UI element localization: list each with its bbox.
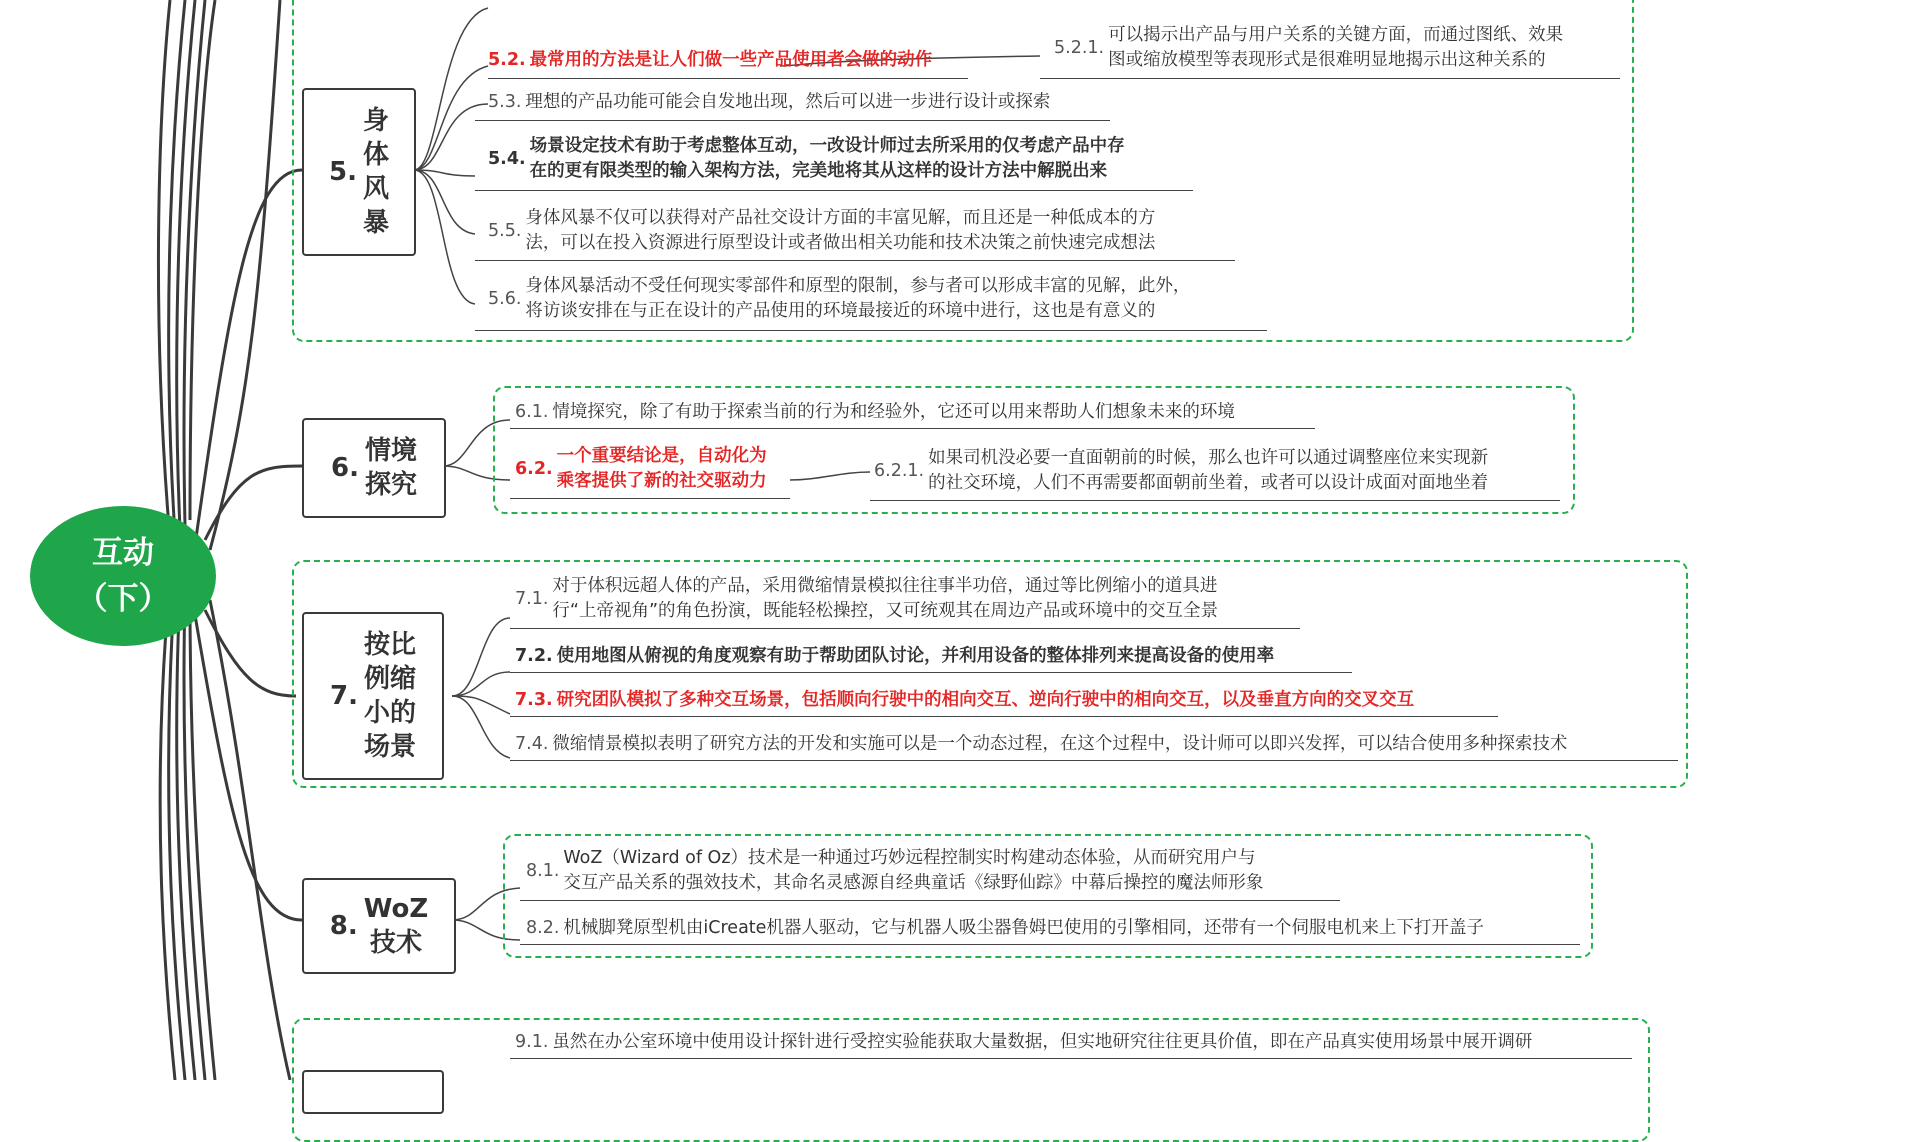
item-text: 在的更有限类型的输入架构方法，完美地将其从这样的设计方法中解脱出来 [529, 161, 1108, 181]
item-7-4 [515, 732, 1567, 757]
item-text: 微缩情景模拟表明了研究方法的开发和实施可以是一个动态过程，在这个过程中，设计师可以即兴发挥，可以结合使用多种探索技术 [552, 734, 1568, 754]
branch-8 [195, 615, 302, 920]
topic-number: 8. [329, 911, 358, 941]
item-number: 7.3. [515, 690, 553, 710]
trunk-line [210, 600, 290, 1080]
topic-label: 风 [362, 174, 389, 204]
item-7-1 [515, 574, 1218, 624]
trunk-line [190, 600, 215, 1080]
topic-number: 5. [329, 157, 357, 187]
item-number: 6.2.1. [874, 460, 925, 481]
topic-label: 身 [362, 106, 389, 136]
item-number: 7.4. [515, 734, 549, 754]
item-text: 使用地图从俯视的角度观察有助于帮助团队讨论，并利用设备的整体排列来提高设备的使用率 [556, 646, 1275, 666]
topic-label: WoZ [363, 894, 429, 924]
topic-label: 小的 [363, 698, 416, 728]
item-text: 身体风暴不仅可以获得对产品社交设计方面的丰富见解，而且还是一种低成本的方 [525, 208, 1156, 228]
item-5-2 [488, 48, 932, 73]
item-5-3 [488, 90, 1050, 115]
item-6-2-1 [874, 446, 1488, 496]
item-text: 法，可以在投入资源进行原型设计或者做出相关功能和技术决策之前快速完成想法 [525, 233, 1156, 253]
item-text: 行“上帝视角”的角色扮演，既能轻松操控，又可统观其在周边产品或环境中的交互全景 [552, 601, 1219, 621]
topic-5[interactable] [302, 88, 416, 256]
item-number: 5.6. [488, 288, 522, 309]
item-number: 7.1. [515, 588, 549, 609]
item-text: 乘客提供了新的社交驱动力 [556, 471, 767, 491]
item-5-2-1 [1054, 23, 1563, 73]
topic-label: 技术 [369, 928, 422, 958]
item-text: 可以揭示出产品与用户关系的关键方面，而通过图纸、效果 [1108, 25, 1564, 45]
topic-label: 体 [362, 140, 389, 170]
item-text: 机械脚凳原型机由iCreate机器人驱动，它与机器人吸尘器鲁姆巴使用的引擎相同，还带有一个伺服电机来上下打开盖子 [563, 918, 1484, 938]
item-7-2 [515, 644, 1274, 669]
topic-label: 情境 [364, 436, 417, 466]
item-text: 如果司机没必要一直面朝前的时候，那么也许可以通过调整座位来实现新 [928, 448, 1489, 468]
item-text: 研究团队模拟了多种交互场景，包括顺向行驶中的相向交互、逆向行驶中的相向交互，以及垂直方向的交叉交互 [556, 690, 1415, 710]
topic-6[interactable] [302, 418, 446, 518]
item-number: 6.2. [515, 458, 553, 479]
item-text: 图或缩放模型等表现形式是很难明显地揭示出这种关系的 [1108, 50, 1546, 70]
item-text: 交互产品关系的强效技术，其命名灵感源自经典童话《绿野仙踪》中幕后操控的魔法师形象 [563, 873, 1264, 893]
topic-label: 按比 [363, 630, 416, 660]
item-5-5 [488, 206, 1155, 256]
topic-number: 7. [330, 681, 358, 711]
item-text: 对于体积远超人体的产品，采用微缩情景模拟往往事半功倍，通过等比例缩小的道具进 [552, 576, 1218, 596]
item-number: 5.2. [488, 50, 526, 70]
item-9-1 [515, 1030, 1532, 1055]
trunk-line [160, 580, 175, 1080]
topic-label: 场景 [363, 732, 416, 762]
root-title: 互动 [92, 535, 154, 571]
item-number: 8.1. [526, 860, 560, 881]
item-text: 场景设定技术有助于考虑整体互动，一改设计师过去所采用的仅考虑产品中存 [529, 136, 1125, 156]
item-number: 6.1. [515, 402, 549, 422]
item-number: 9.1. [515, 1032, 549, 1052]
item-number: 7.2. [515, 646, 553, 666]
item-8-2 [526, 916, 1484, 941]
item-text: 一个重要结论是，自动化为 [556, 446, 767, 466]
item-6-2 [515, 444, 767, 494]
item-text: 虽然在办公室环境中使用设计探针进行受控实验能获取大量数据，但实地研究往往更具价值，即在产品真实使用场景中展开调研 [552, 1032, 1533, 1052]
root-subtitle: （下） [76, 581, 170, 617]
topic-label: 暴 [362, 208, 389, 238]
item-8-1 [526, 846, 1263, 896]
item-number: 5.3. [488, 92, 522, 112]
item-7-3 [515, 688, 1414, 713]
item-text: 将访谈安排在与正在设计的产品使用的环境最接近的环境中进行，这也是有意义的 [525, 301, 1156, 321]
topic-9[interactable] [302, 1070, 444, 1114]
item-text: 情境探究，除了有助于探索当前的行为和经验外，它还可以用来帮助人们想象未来的环境 [552, 402, 1235, 422]
item-number: 5.2.1. [1054, 37, 1105, 58]
item-number: 5.4. [488, 148, 526, 169]
topic-8[interactable] [302, 878, 456, 974]
root-node [30, 506, 216, 646]
topic-label: 例缩 [363, 664, 416, 694]
branch-6 [205, 466, 302, 540]
item-text: 最常用的方法是让人们做一些产品使用者会做的动作 [529, 50, 933, 70]
item-number: 8.2. [526, 918, 560, 938]
item-text: 的社交环境，人们不再需要都面朝前坐着，或者可以设计成面对面地坐着 [928, 473, 1489, 493]
item-text: 身体风暴活动不受任何现实零部件和原型的限制，参与者可以形成丰富的见解，此外， [525, 276, 1191, 296]
item-5-4 [488, 134, 1125, 184]
item-text: WoZ（Wizard of Oz）技术是一种通过巧妙远程控制实时构建动态体验，从而研究用户与 [563, 848, 1256, 868]
item-5-6 [488, 274, 1190, 324]
item-text: 理想的产品功能可能会自发地出现，然后可以进一步进行设计或探索 [525, 92, 1051, 112]
topic-label: 探究 [364, 470, 417, 500]
item-6-1 [515, 400, 1235, 425]
topic-number: 6. [331, 453, 359, 483]
topic-7[interactable] [302, 612, 444, 780]
item-number: 5.5. [488, 220, 522, 241]
